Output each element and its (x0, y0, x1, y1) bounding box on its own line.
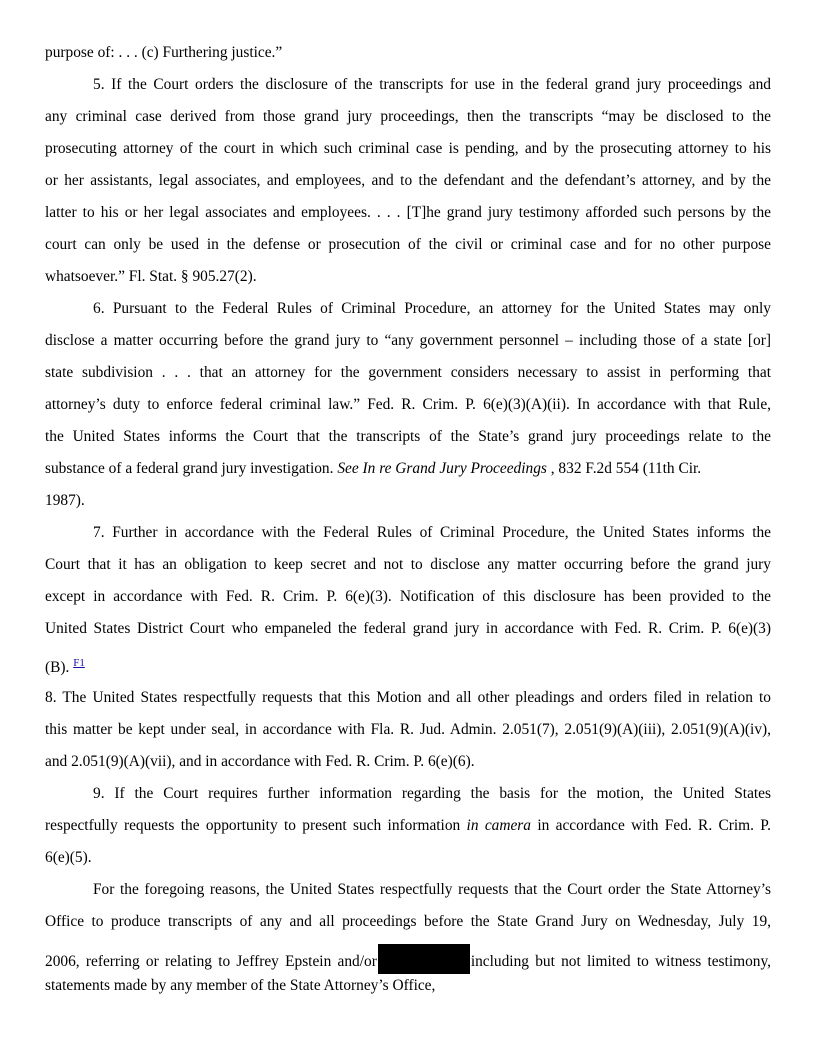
paragraph-5-first-line: 5. If the Court orders the disclosure of the transcripts for use in the federal grand jury proceedings and (93, 76, 771, 93)
italic-phrase: in camera (466, 817, 531, 834)
text-line: and 2.051(9)(A)(vii), and in accordance with Fed. R. Crim. P. 6(e)(6). (45, 753, 475, 770)
paragraph-8-first-line: 8. The United States respectfully requests that this Motion and all other pleadings and orders filed in relation to (45, 689, 771, 706)
text-segment: 2006, referring or relating to Jeffrey Epstein and/or (45, 953, 377, 970)
text-line: purpose of: . . . (c) Furthering justice.” (45, 44, 283, 61)
text-line: except in accordance with Fed. R. Crim. P. 6(e)(3). Notification of this disclosure has been provided to the (45, 588, 771, 605)
text-line (45, 944, 771, 974)
text-line: statements made by any member of the State Attorney’s Office, (45, 977, 436, 994)
text-segment: (B). (45, 659, 74, 676)
text-line: court can only be used in the defense or prosecution of the civil or criminal case and for no other purpose (45, 236, 771, 253)
text-line: Office to produce transcripts of any and all proceedings before the State Grand Jury on Wednesday, July 19, (45, 913, 771, 930)
text-segment: substance of a federal grand jury investigation. (45, 460, 338, 477)
closing-paragraph-first-line: For the foregoing reasons, the United States respectfully requests that the Court order the State Attorney’s (93, 881, 771, 898)
case-name: See In re Grand Jury Proceedings (337, 460, 547, 477)
text-line: or her assistants, legal associates, and employees, and to the defendant and the defendant’s attorney, and by the (45, 172, 771, 189)
text-line: 1987). (45, 492, 85, 509)
text-line: Court that it has an obligation to keep secret and not to disclose any matter occurring before the grand jury (45, 556, 771, 573)
text-segment: including but not limited to witness testimony, (470, 953, 771, 970)
text-line: whatsoever.” Fl. Stat. § 905.27(2). (45, 268, 257, 285)
paragraph-6-first-line: 6. Pursuant to the Federal Rules of Criminal Procedure, an attorney for the United States may only (93, 300, 771, 317)
text-line (45, 653, 771, 678)
paragraph-7-first-line: 7. Further in accordance with the Federal Rules of Criminal Procedure, the United States informs the (93, 524, 771, 541)
text-line: the United States informs the Court that the transcripts of the State’s grand jury proceedings relate to the (45, 428, 771, 445)
redaction-box (378, 944, 470, 974)
footnote-link[interactable]: F1 (73, 657, 85, 669)
text-line: United States District Court who empaneled the federal grand jury in accordance with Fed. R. Crim. P. 6(e)(3) (45, 620, 771, 637)
text-line: prosecuting attorney of the court in which such criminal case is pending, and by the prosecuting attorney to his (45, 140, 771, 157)
text-line: state subdivision . . . that an attorney for the government considers necessary to assist in performing that (45, 364, 771, 381)
text-line (45, 816, 771, 836)
text-line: attorney’s duty to enforce federal criminal law.” Fed. R. Crim. P. 6(e)(3)(A)(ii). In accordance with that Rule, (45, 396, 771, 413)
citation-line (45, 459, 771, 479)
text-line: 6(e)(5). (45, 849, 92, 866)
text-segment: , 832 F.2d 554 (11th Cir. (546, 460, 702, 477)
text-line: disclose a matter occurring before the grand jury to “any government personnel – including those of a state [or] (45, 332, 771, 349)
text-line: this matter be kept under seal, in accordance with Fla. R. Jud. Admin. 2.051(7), 2.051(9)(A)(iii), 2.051(9)(A)(iv), (45, 721, 771, 738)
text-line: any criminal case derived from those grand jury proceedings, then the transcripts “may be disclosed to the (45, 108, 771, 125)
text-segment: in accordance with Fed. R. Crim. P. (531, 817, 771, 834)
text-segment: respectfully requests the opportunity to present such information (45, 817, 467, 834)
text-line: latter to his or her legal associates and employees. . . . [T]he grand jury testimony afforded such persons by the (45, 204, 771, 221)
paragraph-9-first-line: 9. If the Court requires further information regarding the basis for the motion, the United States (93, 785, 771, 802)
